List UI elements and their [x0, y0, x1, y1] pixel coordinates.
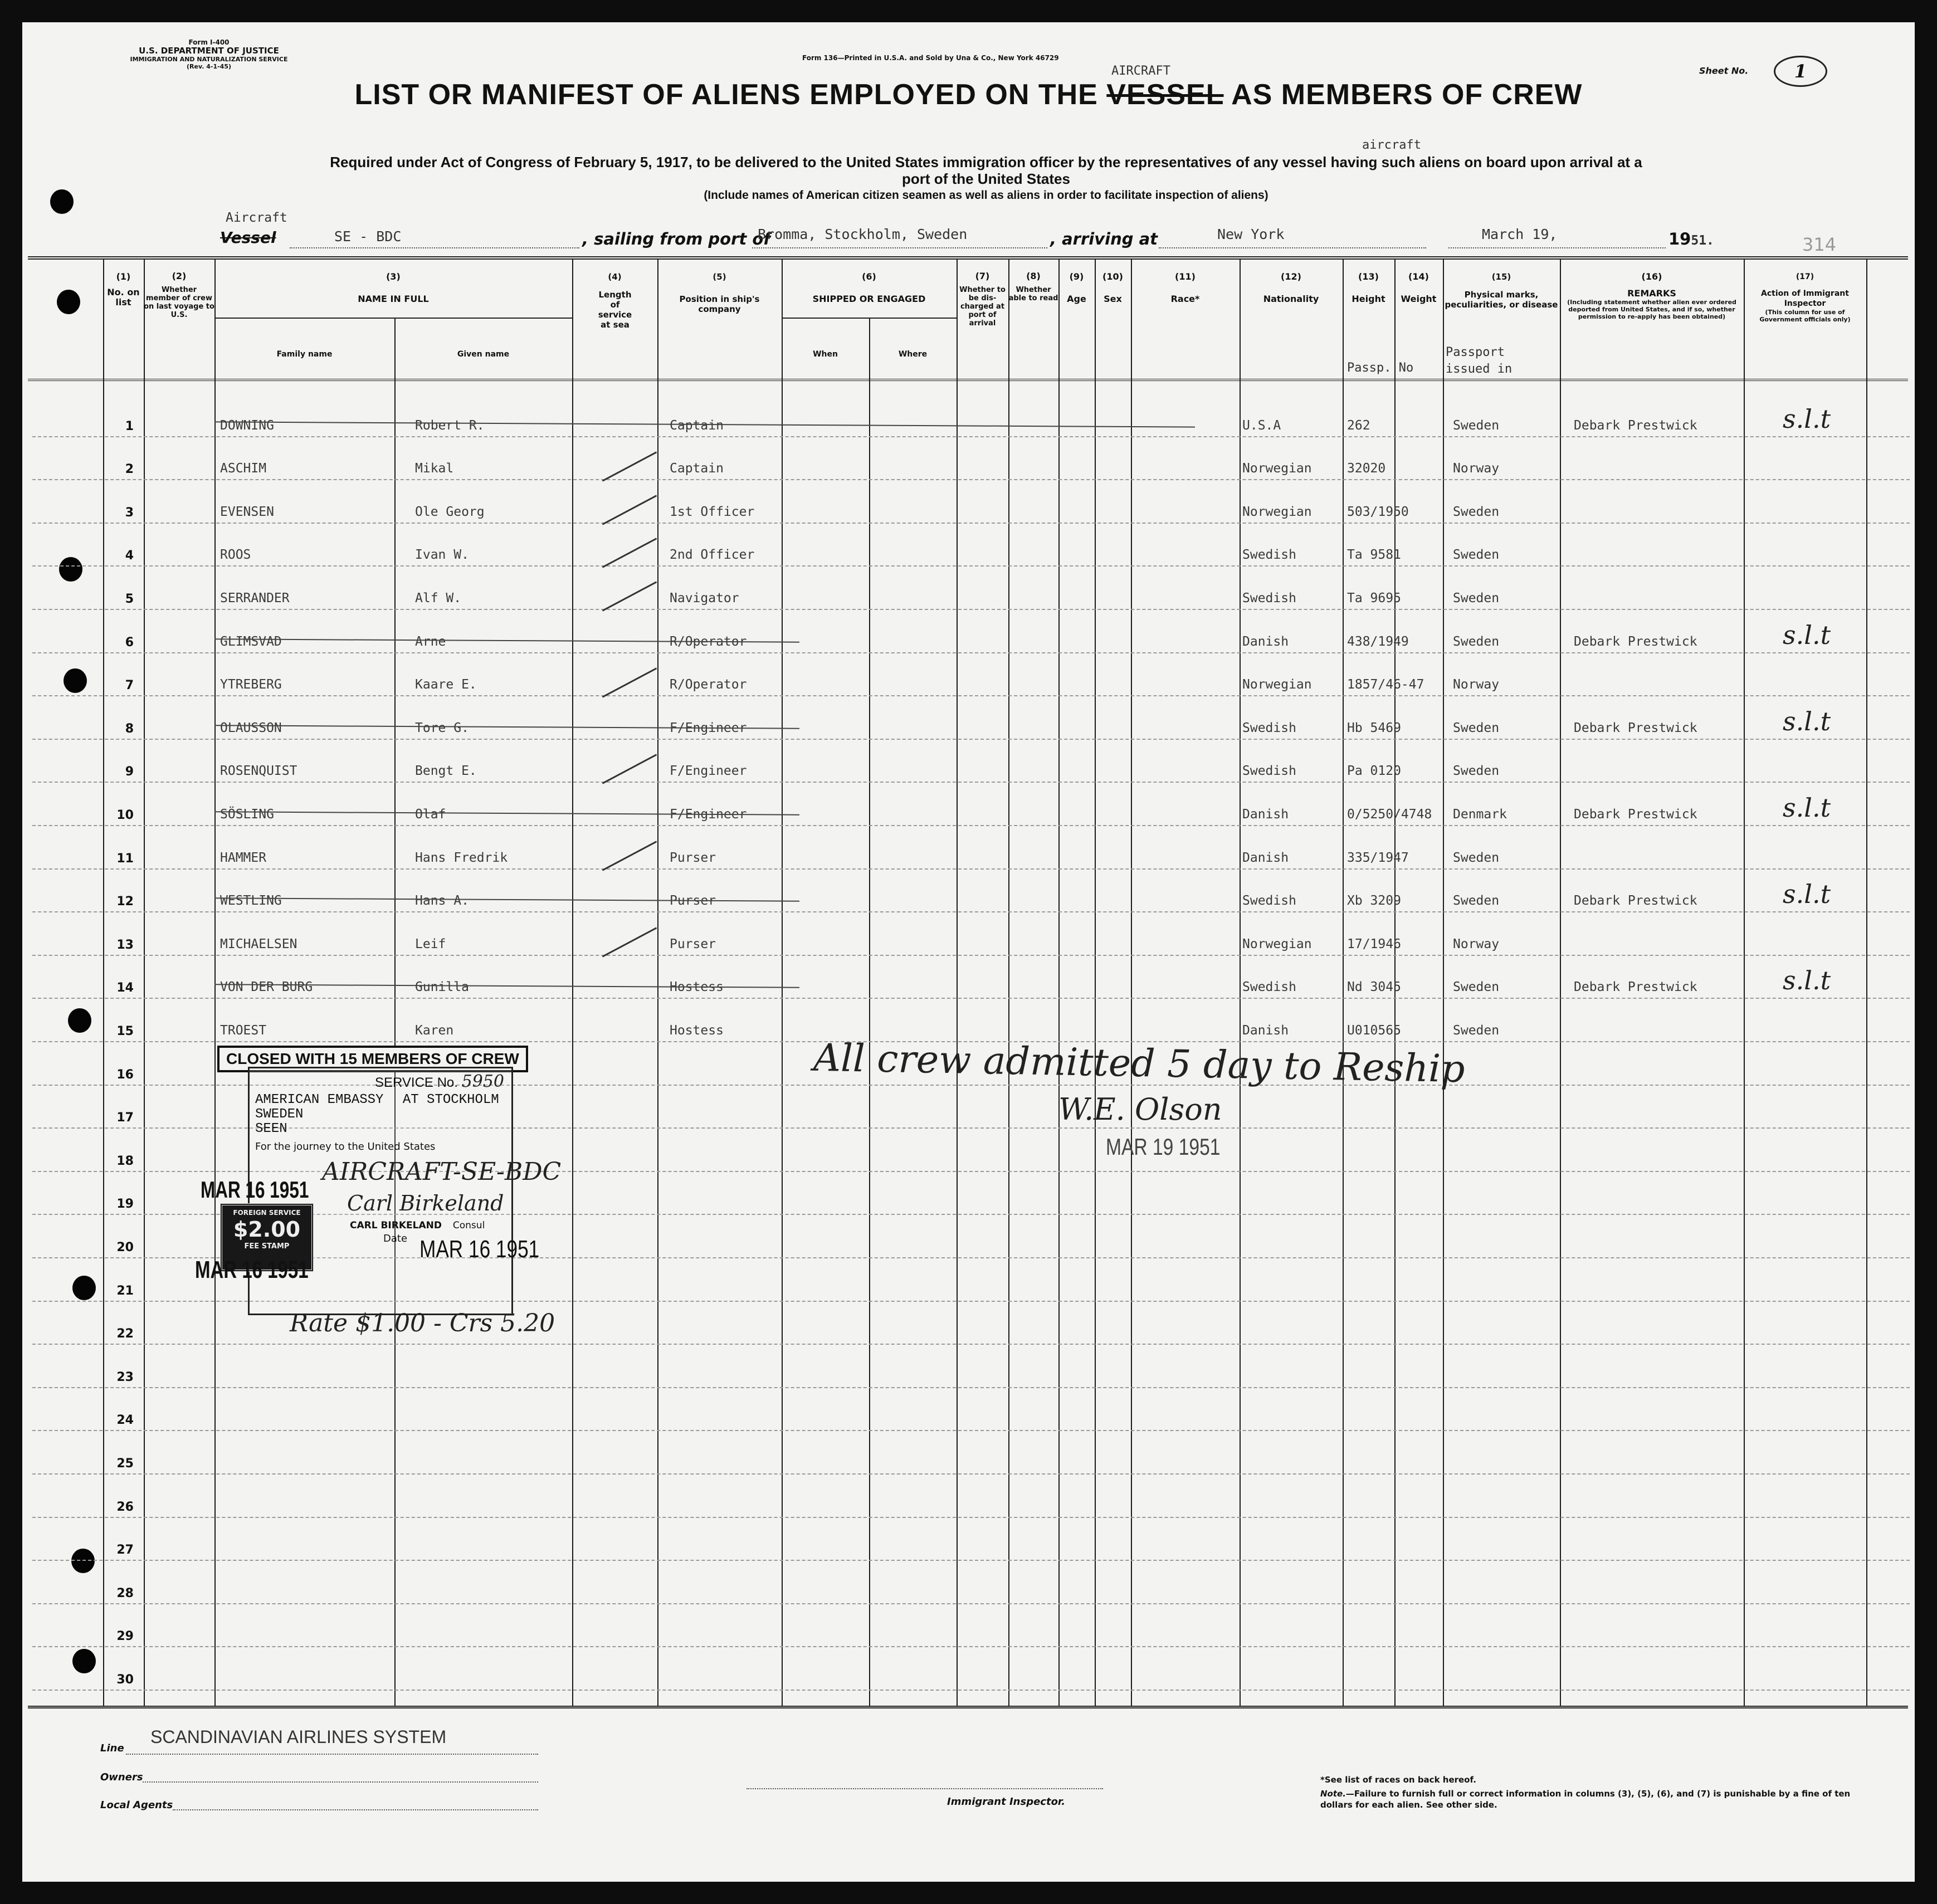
given-name: Kaare E. — [415, 677, 477, 692]
vessel-insert: Aircraft — [226, 211, 287, 225]
col-16-header: (16) REMARKS (Including statement whether alien ever ordered deported from United States, and if so, whether permission to re-apply has been obtained) — [1567, 271, 1736, 320]
row-rule — [32, 911, 1910, 912]
inspector-action: s.l.t — [1783, 879, 1831, 909]
row-number: 9 — [125, 765, 134, 779]
journey-note: For the journey to the United States — [255, 1141, 436, 1153]
row-number: 4 — [125, 549, 134, 563]
form-id-block — [109, 39, 309, 70]
position: 1st Officer — [670, 505, 755, 519]
row-number: 23 — [116, 1370, 134, 1384]
passport-issued-in: Norway — [1453, 461, 1500, 476]
passport-no: Xb 3209 — [1347, 894, 1401, 908]
fine-note: Note.—Failure to furnish full or correct information in columns (3), (5), (6), and (7) is punishable by a fine of ten dollars for each alien. See other side. — [1320, 1789, 1851, 1810]
remarks: Debark Prestwick — [1574, 980, 1697, 994]
passport-no: Nd 3045 — [1347, 980, 1401, 994]
embassy-stamp: SERVICE No. 5950 AMERICAN EMBASSY AT STOCKHOLM SWEDEN SEEN For the journey to the United States AIRCRAFT-SE-BDC Carl Birkeland CARL BIRKELAND Consul Date MAR 16 1951 — [248, 1067, 513, 1315]
row-rule — [32, 523, 1910, 524]
remarks: Debark Prestwick — [1574, 634, 1697, 649]
nationality: Swedish — [1242, 764, 1296, 778]
family-name: WESTLING — [220, 894, 282, 908]
passport-no: 0/5250/4748 — [1347, 807, 1432, 822]
passport-no: 503/1950 — [1347, 505, 1409, 519]
given-name: Robert R. — [415, 418, 485, 433]
position: Purser — [670, 894, 716, 908]
seen-mark: SEEN — [255, 1121, 287, 1136]
family-name: DOWNING — [220, 418, 274, 433]
nationality: Norwegian — [1242, 937, 1312, 951]
nationality: Norwegian — [1242, 677, 1312, 692]
row-rule — [32, 695, 1910, 696]
inspector-action: s.l.t — [1783, 404, 1831, 434]
row-rule — [32, 955, 1910, 956]
row-number: 28 — [116, 1586, 134, 1600]
inspector-date: MAR 19 1951 — [1106, 1134, 1221, 1160]
col-4-header: (4) Length of service at sea — [598, 272, 632, 330]
row-rule — [32, 479, 1910, 480]
passport-no: 335/1947 — [1347, 851, 1409, 865]
row-number: 2 — [125, 462, 134, 476]
sheet-no: 1 — [1774, 56, 1827, 87]
given-name: Gunilla — [415, 980, 469, 994]
col-12-header: (12) Nationality — [1263, 271, 1319, 304]
given-name: Arne — [415, 634, 446, 649]
page-number: 314 — [1802, 234, 1837, 255]
col-6-where-header: Where — [898, 350, 928, 359]
row-number: 3 — [125, 506, 134, 520]
vessel-label: Vessel — [220, 228, 276, 247]
remarks: Debark Prestwick — [1574, 721, 1697, 735]
col-17-header: (17) Action of Immigrant Inspector (This column for use of Government officials only) — [1759, 272, 1851, 323]
given-name: Ivan W. — [415, 548, 469, 562]
row-rule — [32, 868, 1910, 870]
col-1-header: (1) No. on list — [107, 271, 140, 307]
line-label: Line — [100, 1742, 124, 1754]
passport-no: Ta 9695 — [1347, 591, 1401, 606]
given-name: Mikal — [415, 461, 454, 476]
row-rule — [32, 1517, 1910, 1518]
tick-mark — [602, 927, 657, 957]
passport-issued-in: Sweden — [1453, 634, 1500, 649]
col-10-header: (10) Sex — [1102, 271, 1123, 304]
passport-issued-in: Sweden — [1453, 721, 1500, 735]
inspector-action: s.l.t — [1783, 620, 1831, 650]
owners-label: Owners — [100, 1771, 143, 1783]
row-number: 29 — [116, 1629, 134, 1643]
row-number: 24 — [116, 1413, 134, 1427]
passport-no: Pa 0120 — [1347, 764, 1401, 778]
remarks: Debark Prestwick — [1574, 894, 1697, 908]
passport-no: 32020 — [1347, 461, 1386, 476]
row-number: 20 — [116, 1241, 134, 1254]
passport-issued-in: Sweden — [1453, 591, 1500, 606]
row-number: 16 — [116, 1068, 134, 1082]
fee-stamp: FOREIGN SERVICE $2.00 FEE STAMP — [220, 1203, 314, 1272]
nationality: Norwegian — [1242, 505, 1312, 519]
races-note: *See list of races on back hereof. — [1320, 1775, 1476, 1785]
col-3-header: (3) NAME IN FULL — [358, 271, 429, 304]
family-name: ROSENQUIST — [220, 764, 297, 778]
row-rule — [32, 739, 1910, 740]
given-name: Olaf — [415, 807, 446, 822]
col-6-header: (6) SHIPPED OR ENGAGED — [812, 271, 926, 304]
row-rule — [32, 652, 1910, 653]
row-number: 21 — [116, 1284, 134, 1298]
closing-stamp: CLOSED WITH 15 MEMBERS OF CREW — [217, 1046, 528, 1072]
passport-issued-in: Sweden — [1453, 980, 1500, 994]
embassy-name: AMERICAN EMBASSY — [255, 1092, 384, 1107]
family-name: YTREBERG — [220, 677, 282, 692]
passport-issued-in: Norway — [1453, 937, 1500, 951]
vessel-name: SE - BDC — [334, 228, 402, 245]
nationality: Swedish — [1242, 894, 1296, 908]
col-13-header: (13) Height — [1351, 271, 1385, 304]
row-rule — [32, 1646, 1910, 1647]
voyage-date: March 19, — [1482, 226, 1558, 242]
typed-passport-no-header: Passp. No — [1347, 361, 1414, 375]
row-number: 25 — [116, 1457, 134, 1471]
tick-mark — [602, 451, 657, 481]
form-id: Form I-400 — [188, 38, 230, 46]
department: U.S. DEPARTMENT OF JUSTICE — [139, 46, 279, 56]
nationality: Swedish — [1242, 591, 1296, 606]
tick-mark — [602, 495, 657, 525]
passport-no: 17/1946 — [1347, 937, 1401, 951]
sailing-label: , sailing from port of — [582, 230, 770, 248]
punch-hole — [72, 1276, 96, 1300]
nationality: Swedish — [1242, 548, 1296, 562]
inspector-initials: W.E. Olson — [1058, 1092, 1222, 1127]
row-number: 18 — [116, 1154, 134, 1168]
passport-no: 262 — [1347, 418, 1370, 433]
position: R/Operator — [670, 677, 747, 692]
fee-value: $2.00 — [233, 1217, 301, 1242]
given-name: Alf W. — [415, 591, 462, 606]
passport-issued-in: Norway — [1453, 677, 1500, 692]
col-2-header: (2) Whether member of crew on last voyage to U.S. — [144, 271, 214, 319]
given-name: Leif — [415, 937, 446, 951]
punch-hole — [59, 557, 82, 582]
passport-no: Ta 9581 — [1347, 548, 1401, 562]
passport-issued-in: Sweden — [1453, 764, 1500, 778]
row-rule — [32, 998, 1910, 999]
nationality: Swedish — [1242, 721, 1296, 735]
passport-issued-in: Sweden — [1453, 851, 1500, 865]
tick-mark — [602, 841, 657, 871]
position: Hostess — [670, 1023, 724, 1038]
service-no: 5950 — [461, 1072, 504, 1091]
rate-note: Rate $1.00 - Crs 5.20 — [290, 1309, 555, 1337]
row-number: 26 — [116, 1500, 134, 1514]
family-name: MICHAELSEN — [220, 937, 297, 951]
col-6-when-header: When — [813, 350, 838, 359]
embassy-location: AT STOCKHOLM — [402, 1092, 499, 1107]
embassy-date: MAR 16 1951 — [419, 1236, 540, 1263]
nationality: Danish — [1242, 634, 1289, 649]
struck-word: VESSEL — [1106, 79, 1224, 111]
inspector-action: s.l.t — [1783, 706, 1831, 736]
col-14-header: (14) Weight — [1401, 271, 1437, 304]
given-name: Bengt E. — [415, 764, 477, 778]
row-rule — [32, 609, 1910, 610]
row-rule — [32, 1690, 1910, 1691]
tick-mark — [602, 581, 657, 611]
punch-hole — [71, 1549, 95, 1573]
row-rule — [32, 565, 1910, 567]
col-3-given-header: Given name — [457, 350, 510, 359]
passport-issued-in: Sweden — [1453, 894, 1500, 908]
given-name: Ole Georg — [415, 505, 485, 519]
fee-stamp-date-top: MAR 16 1951 — [201, 1176, 309, 1203]
row-number: 27 — [116, 1543, 134, 1557]
family-name: EVENSEN — [220, 505, 274, 519]
family-name: OLAUSSON — [220, 721, 282, 735]
row-number: 15 — [116, 1024, 134, 1038]
position: Purser — [670, 851, 716, 865]
family-name: GLIMSVAD — [220, 634, 282, 649]
row-number: 8 — [125, 722, 134, 736]
row-number: 11 — [116, 852, 134, 866]
row-number: 10 — [116, 808, 134, 822]
row-rule — [32, 436, 1910, 437]
row-rule — [32, 825, 1910, 826]
consul-signature: Carl Birkeland — [347, 1191, 504, 1215]
revision: (Rev. 4-1-45) — [186, 63, 231, 70]
family-name: SÖSLING — [220, 807, 274, 822]
tick-mark — [602, 538, 657, 568]
punch-hole — [72, 1649, 96, 1673]
nationality: U.S.A — [1242, 418, 1281, 433]
printer-note: Form 136—Printed in U.S.A. and Sold by Una & Co., New York 46729 — [802, 54, 1059, 62]
col-7-header: (7) Whether to be dis-charged at port of arrival — [959, 271, 1006, 328]
table-bottom-rule — [28, 1706, 1908, 1708]
row-number: 17 — [116, 1111, 134, 1125]
col-11-header: (11) Race* — [1170, 271, 1200, 304]
given-name: Tore G. — [415, 721, 469, 735]
row-rule — [32, 1473, 1910, 1475]
voyage-year: 1951. — [1668, 230, 1714, 248]
tick-mark — [602, 754, 657, 784]
position: F/Engineer — [670, 807, 747, 822]
typed-passport-issued-header: Passport issued in — [1446, 345, 1512, 376]
inspector-action: s.l.t — [1783, 965, 1831, 995]
row-number: 6 — [125, 636, 134, 650]
position: R/Operator — [670, 634, 747, 649]
row-number: 7 — [125, 678, 134, 692]
row-rule — [32, 1430, 1910, 1431]
consul-title: Consul — [452, 1220, 485, 1231]
inspector-action: s.l.t — [1783, 793, 1831, 823]
position: Navigator — [670, 591, 739, 606]
col-5-header: (5) Position in ship's company — [679, 272, 760, 314]
passport-no: 438/1949 — [1347, 634, 1409, 649]
col-8-header: (8) Whether able to read — [1008, 271, 1058, 302]
position: F/Engineer — [670, 764, 747, 778]
row-rule — [32, 1603, 1910, 1604]
col-9-header: (9) Age — [1067, 271, 1086, 304]
tick-mark — [602, 667, 657, 697]
passport-no: Hb 5469 — [1347, 721, 1401, 735]
fee-stamp-date-bottom: MAR 16 1951 — [195, 1256, 309, 1283]
nationality: Swedish — [1242, 980, 1296, 994]
row-rule — [32, 1387, 1910, 1388]
passport-no: 1857/46-47 — [1347, 677, 1424, 692]
inspector-label: Immigrant Inspector. — [947, 1796, 1066, 1808]
position: 2nd Officer — [670, 548, 755, 562]
family-name: ASCHIM — [220, 461, 267, 476]
col-15-header: (15) Physical marks, peculiarities, or disease — [1445, 272, 1558, 310]
position: Purser — [670, 937, 716, 951]
row-number: 22 — [116, 1327, 134, 1341]
sheet-label: Sheet No. — [1699, 65, 1749, 76]
position: Hostess — [670, 980, 724, 994]
line-value: SCANDINAVIAN AIRLINES SYSTEM — [150, 1727, 447, 1747]
passport-issued-in: Sweden — [1453, 505, 1500, 519]
given-name: Hans Fredrik — [415, 851, 508, 865]
row-number: 13 — [116, 938, 134, 952]
family-name: VON DER BURG — [220, 980, 313, 994]
service: IMMIGRATION AND NATURALIZATION SERVICE — [130, 56, 288, 63]
date-label: Date — [383, 1233, 408, 1244]
row-rule — [32, 782, 1910, 783]
arriving-label: , arriving at — [1050, 230, 1158, 248]
embassy-country: SWEDEN — [255, 1107, 304, 1122]
given-name: Karen — [415, 1023, 454, 1038]
remarks: Debark Prestwick — [1574, 418, 1697, 433]
position: Captain — [670, 461, 724, 476]
vehicle-name: AIRCRAFT-SE-BDC — [322, 1158, 562, 1186]
row-rule — [32, 1560, 1910, 1561]
subtitle: Required under Act of Congress of February 5, 1917, to be delivered to the United States immigration officer by the representatives of any vessel having such aliens on board upon arrival at a port of the United States (Include names of American citizen seamen as well as aliens in order to facilitate inspection of aliens) — [330, 154, 1642, 202]
agents-label: Local Agents — [100, 1799, 173, 1811]
remarks: Debark Prestwick — [1574, 807, 1697, 822]
nationality: Danish — [1242, 1023, 1289, 1038]
position: Captain — [670, 418, 724, 433]
family-name: TROEST — [220, 1023, 267, 1038]
given-name: Hans A. — [415, 894, 469, 908]
header-bottom-rule — [28, 379, 1908, 381]
position: F/Engineer — [670, 721, 747, 735]
row-rule — [32, 1344, 1910, 1345]
nationality: Norwegian — [1242, 461, 1312, 476]
manifest-title: LIST OR MANIFEST OF ALIENS EMPLOYED ON THE VESSEL AS MEMBERS OF CREW — [354, 79, 1583, 111]
aircraft-insert: AIRCRAFT — [1111, 64, 1170, 78]
row-number: 30 — [116, 1673, 134, 1687]
row-number: 19 — [116, 1197, 134, 1211]
family-name: SERRANDER — [220, 591, 290, 606]
nationality: Danish — [1242, 851, 1289, 865]
passport-issued-in: Sweden — [1453, 1023, 1500, 1038]
row-number: 12 — [116, 895, 134, 909]
punch-hole — [68, 1008, 91, 1033]
family-name: ROOS — [220, 548, 251, 562]
punch-hole — [57, 290, 80, 314]
punch-hole — [64, 668, 87, 693]
aircraft-insert-2: aircraft — [1362, 138, 1421, 152]
col-3-family-header: Family name — [276, 350, 333, 359]
passport-issued-in: Sweden — [1453, 418, 1500, 433]
passport-issued-in: Sweden — [1453, 548, 1500, 562]
punch-hole — [50, 189, 74, 214]
nationality: Danish — [1242, 807, 1289, 822]
port-to: New York — [1217, 226, 1285, 242]
row-number: 5 — [125, 592, 134, 606]
family-name: HAMMER — [220, 851, 267, 865]
consul-name: CARL BIRKELAND — [350, 1220, 442, 1231]
table-top-rule — [28, 256, 1908, 260]
manifest-sheet — [22, 22, 1915, 1882]
row-number: 1 — [125, 419, 134, 433]
inspector-note: All crew admitted 5 day to Reship — [813, 1036, 1466, 1092]
port-from: Bromma, Stockholm, Sweden — [758, 226, 968, 242]
passport-no: U010565 — [1347, 1023, 1401, 1038]
passport-issued-in: Denmark — [1453, 807, 1507, 822]
row-number: 14 — [116, 981, 134, 995]
